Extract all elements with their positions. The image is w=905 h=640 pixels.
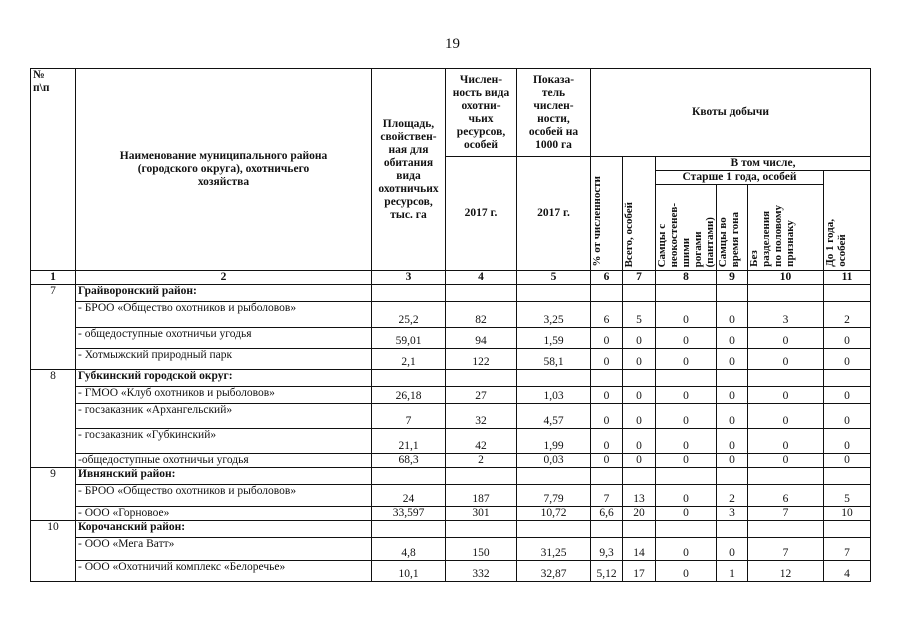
- value-cell: 0: [656, 404, 717, 429]
- value-cell: 0: [591, 429, 623, 454]
- district-name: Губкинский городской округ:: [76, 370, 372, 387]
- value-cell: 0: [717, 387, 748, 404]
- column-number: 8: [656, 271, 717, 285]
- empty-cell: [656, 468, 717, 485]
- value-cell: 0: [591, 387, 623, 404]
- hunting-farm-name: - госзаказник «Губкинский»: [76, 429, 372, 454]
- page-number: 19: [445, 36, 460, 52]
- empty-cell: [517, 468, 591, 485]
- value-cell: 0: [824, 349, 871, 370]
- value-cell: 0: [656, 454, 717, 468]
- empty-cell: [517, 370, 591, 387]
- empty-cell: [623, 521, 656, 538]
- header-quotas: Квоты добычи: [591, 69, 871, 157]
- empty-cell: [748, 521, 824, 538]
- header-pct: % от численности: [591, 157, 623, 271]
- value-cell: 33,597: [372, 507, 446, 521]
- value-cell: 2: [446, 454, 517, 468]
- value-cell: 122: [446, 349, 517, 370]
- value-cell: 6,6: [591, 507, 623, 521]
- header-indicator: Показа- тель числен- ности, особей на 1000 га: [517, 69, 591, 157]
- district-row: [31, 370, 871, 387]
- empty-cell: [824, 521, 871, 538]
- hunting-farm-name: - БРОО «Общество охотников и рыболовов»: [76, 302, 372, 328]
- value-cell: 1,59: [517, 328, 591, 349]
- value-cell: 0: [623, 349, 656, 370]
- value-cell: 0: [656, 485, 717, 507]
- empty-cell: [591, 468, 623, 485]
- value-cell: 32: [446, 404, 517, 429]
- table-row: [31, 507, 871, 521]
- value-cell: 0: [656, 507, 717, 521]
- empty-cell: [656, 370, 717, 387]
- empty-cell: [591, 521, 623, 538]
- value-cell: 0: [717, 349, 748, 370]
- value-cell: 25,2: [372, 302, 446, 328]
- value-cell: 0: [717, 328, 748, 349]
- column-number: 11: [824, 271, 871, 285]
- district-name: Ивнянский район:: [76, 468, 372, 485]
- empty-cell: [717, 468, 748, 485]
- empty-cell: [517, 521, 591, 538]
- column-number: 3: [372, 271, 446, 285]
- value-cell: 0: [717, 429, 748, 454]
- value-cell: 0: [623, 429, 656, 454]
- header-name: Наименование муниципального района (городского округа), охотничьего хозяйства: [76, 69, 372, 271]
- value-cell: 0: [717, 538, 748, 561]
- value-cell: 5,12: [591, 561, 623, 582]
- empty-cell: [372, 370, 446, 387]
- value-cell: 10: [824, 507, 871, 521]
- value-cell: 0: [748, 328, 824, 349]
- hunting-farm-name: - ООО «Мега Ватт»: [76, 538, 372, 561]
- value-cell: 0: [748, 429, 824, 454]
- header-total: Всего, особей: [623, 157, 656, 271]
- empty-cell: [824, 285, 871, 302]
- value-cell: 0: [824, 429, 871, 454]
- value-cell: 13: [623, 485, 656, 507]
- table-row: [31, 302, 871, 328]
- header-col-8: Самцы с неокостенев- шими рогами (пантами): [656, 185, 717, 271]
- value-cell: 0: [717, 454, 748, 468]
- empty-cell: [446, 468, 517, 485]
- value-cell: 14: [623, 538, 656, 561]
- value-cell: 4: [824, 561, 871, 582]
- value-cell: 68,3: [372, 454, 446, 468]
- value-cell: 0,03: [517, 454, 591, 468]
- header-no: № п\п: [31, 69, 76, 271]
- value-cell: 10,1: [372, 561, 446, 582]
- value-cell: 27: [446, 387, 517, 404]
- value-cell: 0: [591, 328, 623, 349]
- value-cell: 58,1: [517, 349, 591, 370]
- column-number: 5: [517, 271, 591, 285]
- district-number: 7: [31, 285, 76, 370]
- column-number: 1: [31, 271, 76, 285]
- empty-cell: [748, 285, 824, 302]
- header-year-4: 2017 г.: [446, 157, 517, 271]
- table-row: [31, 538, 871, 561]
- district-name: Корочанский район:: [76, 521, 372, 538]
- district-row: [31, 468, 871, 485]
- value-cell: 1,99: [517, 429, 591, 454]
- column-number-row: [31, 271, 871, 285]
- hunting-farm-name: - госзаказник «Архангельский»: [76, 404, 372, 429]
- empty-cell: [591, 285, 623, 302]
- value-cell: 301: [446, 507, 517, 521]
- empty-cell: [372, 468, 446, 485]
- value-cell: 2,1: [372, 349, 446, 370]
- empty-cell: [824, 468, 871, 485]
- empty-cell: [748, 468, 824, 485]
- value-cell: 0: [591, 454, 623, 468]
- value-cell: 0: [824, 387, 871, 404]
- value-cell: 3: [717, 507, 748, 521]
- value-cell: 3,25: [517, 302, 591, 328]
- value-cell: 0: [591, 404, 623, 429]
- value-cell: 0: [748, 404, 824, 429]
- column-number: 10: [748, 271, 824, 285]
- hunting-quota-table: [30, 68, 871, 582]
- value-cell: 24: [372, 485, 446, 507]
- value-cell: 4,57: [517, 404, 591, 429]
- empty-cell: [446, 370, 517, 387]
- value-cell: 7: [748, 538, 824, 561]
- table-row: [31, 387, 871, 404]
- value-cell: 7: [824, 538, 871, 561]
- value-cell: 0: [623, 328, 656, 349]
- column-number: 7: [623, 271, 656, 285]
- hunting-farm-name: -общедоступные охотничьи угодья: [76, 454, 372, 468]
- empty-cell: [623, 468, 656, 485]
- value-cell: 0: [656, 561, 717, 582]
- value-cell: 0: [591, 349, 623, 370]
- value-cell: 0: [656, 349, 717, 370]
- value-cell: 0: [824, 404, 871, 429]
- value-cell: 5: [824, 485, 871, 507]
- value-cell: 94: [446, 328, 517, 349]
- value-cell: 2: [824, 302, 871, 328]
- hunting-farm-name: - Хотмыжский природный парк: [76, 349, 372, 370]
- district-name: Грайворонский район:: [76, 285, 372, 302]
- hunting-farm-name: - ООО «Охотничий комплекс «Белоречье»: [76, 561, 372, 582]
- header-col-9: Самцы во время гона: [717, 185, 748, 271]
- value-cell: 0: [748, 387, 824, 404]
- value-cell: 42: [446, 429, 517, 454]
- empty-cell: [717, 285, 748, 302]
- value-cell: 5: [623, 302, 656, 328]
- value-cell: 0: [656, 429, 717, 454]
- value-cell: 82: [446, 302, 517, 328]
- hunting-farm-name: - БРОО «Общество охотников и рыболовов»: [76, 485, 372, 507]
- empty-cell: [517, 285, 591, 302]
- hunting-farm-name: - ГМОО «Клуб охотников и рыболовов»: [76, 387, 372, 404]
- value-cell: 2: [717, 485, 748, 507]
- district-number: 9: [31, 468, 76, 521]
- table-row: [31, 429, 871, 454]
- value-cell: 332: [446, 561, 517, 582]
- column-number: 6: [591, 271, 623, 285]
- value-cell: 12: [748, 561, 824, 582]
- value-cell: 32,87: [517, 561, 591, 582]
- empty-cell: [372, 521, 446, 538]
- value-cell: 6: [748, 485, 824, 507]
- column-number: 4: [446, 271, 517, 285]
- empty-cell: [717, 521, 748, 538]
- table-row: [31, 454, 871, 468]
- column-number: 9: [717, 271, 748, 285]
- value-cell: 31,25: [517, 538, 591, 561]
- value-cell: 0: [623, 454, 656, 468]
- table-row: [31, 561, 871, 582]
- value-cell: 0: [748, 454, 824, 468]
- value-cell: 0: [824, 454, 871, 468]
- empty-cell: [656, 521, 717, 538]
- header-area: Площадь, свойствен- ная для обитания вида охотничьих ресурсов, тыс. га: [372, 69, 446, 271]
- empty-cell: [446, 521, 517, 538]
- value-cell: 0: [656, 538, 717, 561]
- hunting-farm-name: - ООО «Горновое»: [76, 507, 372, 521]
- empty-cell: [591, 370, 623, 387]
- value-cell: 0: [623, 387, 656, 404]
- empty-cell: [623, 370, 656, 387]
- value-cell: 1,03: [517, 387, 591, 404]
- value-cell: 150: [446, 538, 517, 561]
- value-cell: 7: [748, 507, 824, 521]
- value-cell: 9,3: [591, 538, 623, 561]
- header-older: Старше 1 года, особей: [656, 171, 824, 185]
- empty-cell: [717, 370, 748, 387]
- empty-cell: [748, 370, 824, 387]
- value-cell: 0: [656, 387, 717, 404]
- table-row: [31, 404, 871, 429]
- column-number: 2: [76, 271, 372, 285]
- district-number: 8: [31, 370, 76, 468]
- value-cell: 20: [623, 507, 656, 521]
- value-cell: 26,18: [372, 387, 446, 404]
- value-cell: 4,8: [372, 538, 446, 561]
- value-cell: 0: [717, 404, 748, 429]
- value-cell: 0: [748, 349, 824, 370]
- value-cell: 0: [623, 404, 656, 429]
- empty-cell: [824, 370, 871, 387]
- hunting-farm-name: - общедоступные охотничьи угодья: [76, 328, 372, 349]
- header-year-5: 2017 г.: [517, 157, 591, 271]
- empty-cell: [372, 285, 446, 302]
- value-cell: 0: [656, 302, 717, 328]
- table-row: [31, 328, 871, 349]
- value-cell: 187: [446, 485, 517, 507]
- district-row: [31, 521, 871, 538]
- value-cell: 59,01: [372, 328, 446, 349]
- value-cell: 0: [717, 302, 748, 328]
- header-col-10: Без разделения по половому признаку: [748, 185, 824, 271]
- value-cell: 10,72: [517, 507, 591, 521]
- empty-cell: [446, 285, 517, 302]
- empty-cell: [656, 285, 717, 302]
- value-cell: 17: [623, 561, 656, 582]
- value-cell: 7: [372, 404, 446, 429]
- header-including: В том числе,: [656, 157, 871, 171]
- value-cell: 0: [824, 328, 871, 349]
- value-cell: 1: [717, 561, 748, 582]
- empty-cell: [623, 285, 656, 302]
- value-cell: 0: [656, 328, 717, 349]
- value-cell: 3: [748, 302, 824, 328]
- value-cell: 6: [591, 302, 623, 328]
- district-row: [31, 285, 871, 302]
- header-population: Числен- ность вида охотни- чьих ресурсов, особей: [446, 69, 517, 157]
- value-cell: 21,1: [372, 429, 446, 454]
- header-col-11: До 1 года, особей: [824, 171, 871, 271]
- district-number: 10: [31, 521, 76, 582]
- value-cell: 7: [591, 485, 623, 507]
- table-row: [31, 349, 871, 370]
- table-row: [31, 485, 871, 507]
- value-cell: 7,79: [517, 485, 591, 507]
